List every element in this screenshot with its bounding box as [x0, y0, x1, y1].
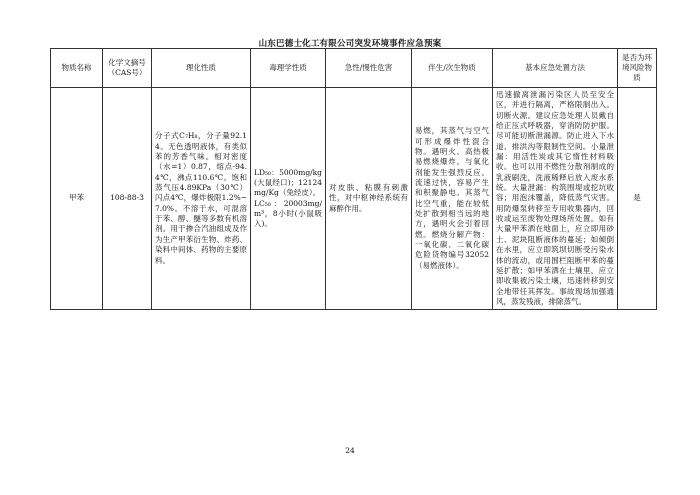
substance-name: 甲苯: [51, 88, 103, 310]
hazard-table: [50, 48, 657, 310]
header-name: 物质名称: [51, 49, 103, 88]
physchem-properties: 分子式C₇H₈，分子量92.14。无色透明液体，有类似苯的芳香气味。相对密度（水=1）0.87，熔点-94.4℃，沸点110.6℃。饱和蒸气压4.89KPa（30℃）闪点4℃，爆炸极限1.2%~7.0%。不溶于水，可混溶于苯、醇、醚等多数有机溶剂。用于掺合汽油组成及作为生产甲苯衍生物、炸药、染料中间体、药物的主要原料。: [152, 88, 251, 310]
header-cas: 化学文摘号（CAS号）: [103, 49, 152, 88]
risk-flag: 是: [618, 88, 657, 310]
table-row: [51, 88, 657, 310]
header-byproduct: 伴生/次生物质: [412, 49, 493, 88]
hazard-description: 对皮肤、粘膜有刺激性，对中枢神经系统有麻醉作用。: [326, 88, 412, 310]
document-title: 山东巴德士化工有限公司突发环境事件应急预案: [258, 39, 442, 49]
header-toxicity: 毒理学性质: [251, 49, 326, 88]
byproduct-description: 易燃，其蒸气与空气可形成爆炸性混合物。遇明火、高热极易燃烧爆炸。与氧化剂能发生强烈反应。流速过快，容易产生和积聚静电。其蒸气比空气重，能在较低处扩散到相当远的地方，遇明火会引着回燃。燃烧分解产物：一氧化碳、二氧化碳危险货物编号32052（易燃液体）。: [412, 88, 493, 310]
page-number: 24: [345, 446, 355, 455]
header-physchem: 理化性质: [152, 49, 251, 88]
header-emergency: 基本应急处置方法: [493, 49, 618, 88]
header-hazard: 急性/慢性危害: [326, 49, 412, 88]
header-risk: 是否为环境风险物质: [618, 49, 657, 88]
cas-number: 108-88-3: [103, 88, 152, 310]
toxicity-properties: [251, 88, 326, 310]
toxicity-lc50: LC₅₀：20003mg/m³，8小时(小鼠吸入)。: [254, 198, 322, 229]
emergency-measures: 迅速撤离泄漏污染区人员至安全区，并进行隔离，严格限制出入。切断火源。建议应急处理人员戴自给正压式呼吸器，穿消防防护服。尽可能切断泄漏源。防止进入下水道、排洪沟等限制性空间。小量泄漏：用活性炭或其它惰性材料吸收。也可以用不燃性分散剂制成的乳液刷洗，洗液稀释后放入废水系统。大量泄漏：构筑围堤或挖坑收容；用泡沫覆盖，降低蒸气灾害。用防爆泵转移至专用收集器内，回收或运至废物处理场所处置。如有大量甲苯洒在地面上，应立即用砂土、泥块阻断液体的蔓延；如倾倒在水里，应立即筑坝切断受污染水体的流动，或用围栏阻断甲苯的蔓延扩散；如甲苯洒在土壤里，应立即收集被污染土壤，迅速转移到安全地带任其挥发。事故现场加强通风，蒸发残液，排除蒸气。: [493, 88, 618, 310]
table-header-row: [51, 49, 657, 88]
toxicity-ld50: LD₅₀：5000mg/kg(大鼠经口)；12124mg/Kg（兔经皮）。: [254, 167, 322, 198]
